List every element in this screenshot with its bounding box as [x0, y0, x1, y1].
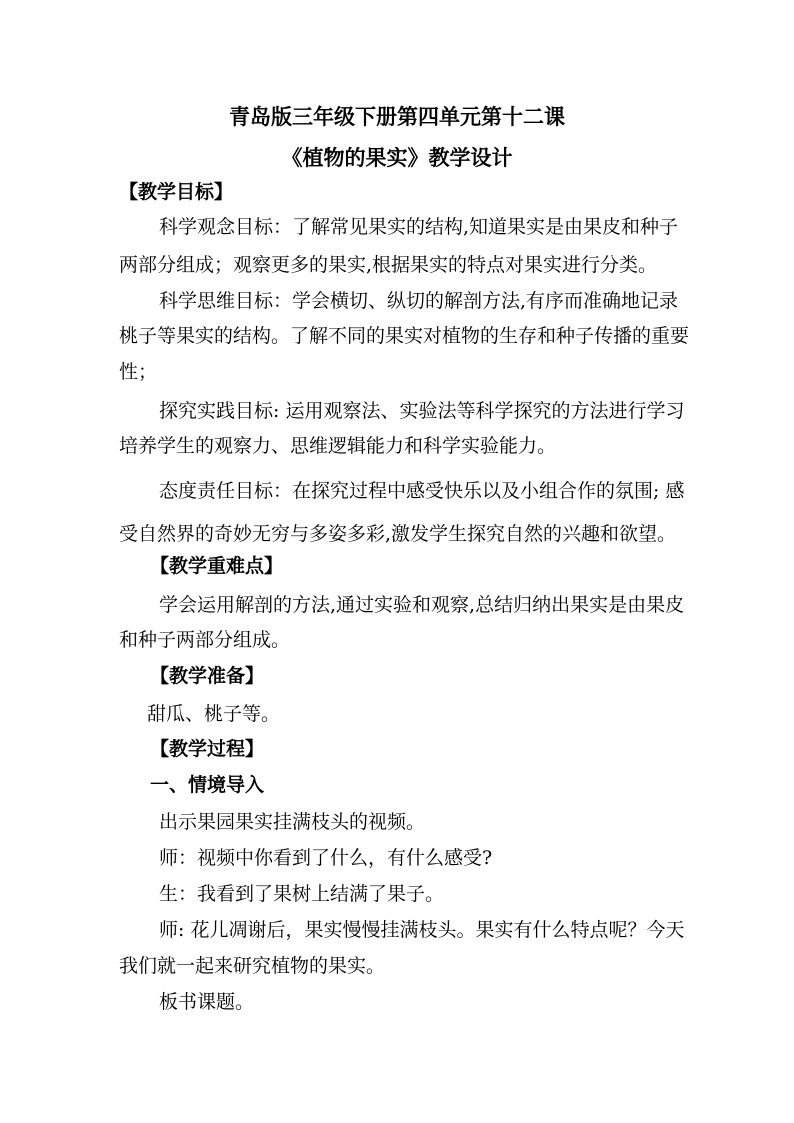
document-title: 青岛版三年级下册第四单元第十二课: [229, 104, 565, 129]
section-heading-process: 【教学过程】: [150, 738, 265, 760]
objective-science-concept-line1: 科学观念目标：了解常见果实的结构,知道果实是由果皮和种子: [159, 216, 679, 238]
process-line-teacher-question: 师：视频中你看到了什么，有什么感受?: [159, 847, 493, 869]
objective-inquiry-practice-line2: 培养学生的观察力、思维逻辑能力和科学实验能力。: [119, 435, 557, 457]
process-line-teacher-intro-line1: 师: 花儿凋谢后，果实慢慢挂满枝头。果实有什么特点呢？今天: [159, 919, 685, 941]
process-subheading-intro: 一、情境导入: [150, 774, 265, 796]
key-points-line2: 和种子两部分组成。: [119, 629, 291, 651]
process-line-teacher-intro-line2: 我们就一起来研究植物的果实。: [119, 955, 386, 977]
process-line-board-title: 板书课题。: [159, 991, 255, 1013]
process-line-video: 出示果园果实挂满枝头的视频。: [159, 811, 426, 833]
process-line-student-answer: 生：我看到了果树上结满了果子。: [159, 883, 445, 905]
objective-science-concept-line2: 两部分组成；观察更多的果实,根据果实的特点对果实进行分类。: [119, 254, 658, 276]
document-subtitle: 《植物的果实》教学设计: [281, 145, 513, 170]
section-heading-key-points: 【教学重难点】: [150, 555, 284, 577]
preparation-line1: 甜瓜、桃子等。: [147, 703, 281, 725]
objective-science-thinking-line3: 性；: [119, 361, 158, 383]
objective-attitude-line1: 态度责任目标：在探究过程中感受快乐以及小组合作的氛围; 感: [159, 480, 685, 502]
key-points-line1: 学会运用解剖的方法,通过实验和观察,总结归纳出果实是由果皮: [159, 594, 685, 616]
objective-science-thinking-line1: 科学思维目标：学会横切、纵切的解剖方法,有序而准确地记录: [159, 290, 679, 312]
objective-science-thinking-line2: 桃子等果实的结构。了解不同的果实对植物的生存和种子传播的重要: [119, 325, 690, 347]
objective-inquiry-practice-line1: 探究实践目标: 运用观察法、实验法等科学探究的方法进行学习: [159, 400, 685, 422]
objective-attitude-line2: 受自然界的奇妙无穷与多姿多彩,激发学生探究自然的兴趣和欲望。: [119, 523, 677, 545]
section-heading-preparation: 【教学准备】: [150, 665, 265, 687]
section-heading-objectives: 【教学目标】: [119, 181, 234, 203]
